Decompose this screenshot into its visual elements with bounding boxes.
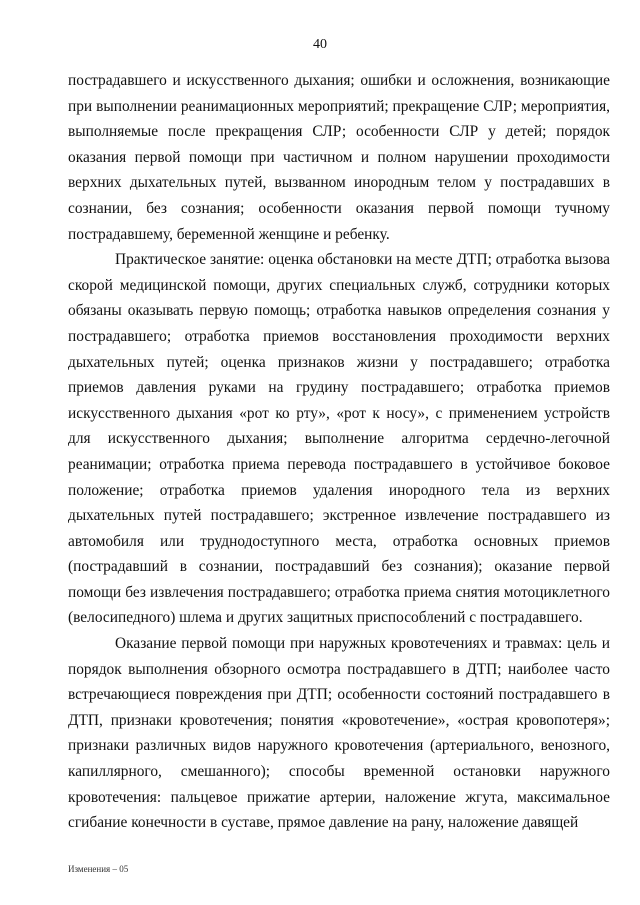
- paragraph-practical-lesson: Практическое занятие: оценка обстановки на месте ДТП; отработка вызова скорой медицинской помощи, других специальных служб, сотрудники которых обязаны оказывать первую помощь; отработка навыков определения сознания у пострадавшего; отработка приемов восстановления проходимости верхних дыхательных путей; оценка признаков жизни у пострадавшего; отработка приемов давления руками на грудину пострадавшего; отработка приемов искусственного дыхания «рот ко рту», «рот к носу», с применением устройств для искусственного дыхания; выполнение алгоритма сердечно-легочной реанимации; отработка приема перевода пострадавшего в устойчивое боковое положение; отработка приемов удаления инородного тела из верхних дыхательных путей пострадавшего; экстренное извлечение пострадавшего из автомобиля или труднодоступного места, отработка основных приемов (пострадавший в сознании, пострадавший без сознания); оказание первой помощи без извлечения пострадавшего; отработка приема снятия мотоциклетного (велосипедного) шлема и других защитных приспособлений с пострадавшего.: [68, 251, 610, 627]
- footer-revision-note: Изменения – 05: [68, 864, 129, 874]
- document-body: [68, 68, 610, 836]
- page-number: 40: [313, 37, 327, 52]
- paragraph-continuation: пострадавшего и искусственного дыхания; ошибки и осложнения, возникающие при выполнении реанимационных мероприятий; прекращение СЛР; мероприятия, выполняемые после прекращения СЛР; особенности СЛР у детей; порядок оказания первой помощи при частичном и полном нарушении проходимости верхних дыхательных путей, вызванном инородным телом у пострадавших в сознании, без сознания; особенности оказания первой помощи тучному пострадавшему, беременной женщине и ребенку.: [68, 72, 610, 243]
- paragraph-bleeding-first-aid: Оказание первой помощи при наружных кровотечениях и травмах: цель и порядок выполнения обзорного осмотра пострадавшего в ДТП; наиболее часто встречающиеся повреждения при ДТП; особенности состояний пострадавшего в ДТП, признаки кровотечения; понятия «кровотечение», «острая кровопотеря»; признаки различных видов наружного кровотечения (артериального, венозного, капиллярного, смешанного); способы временной остановки наружного кровотечения: пальцевое прижатие артерии, наложение жгута, максимальное сгибание конечности в суставе, прямое давление на рану, наложение давящей: [68, 635, 610, 832]
